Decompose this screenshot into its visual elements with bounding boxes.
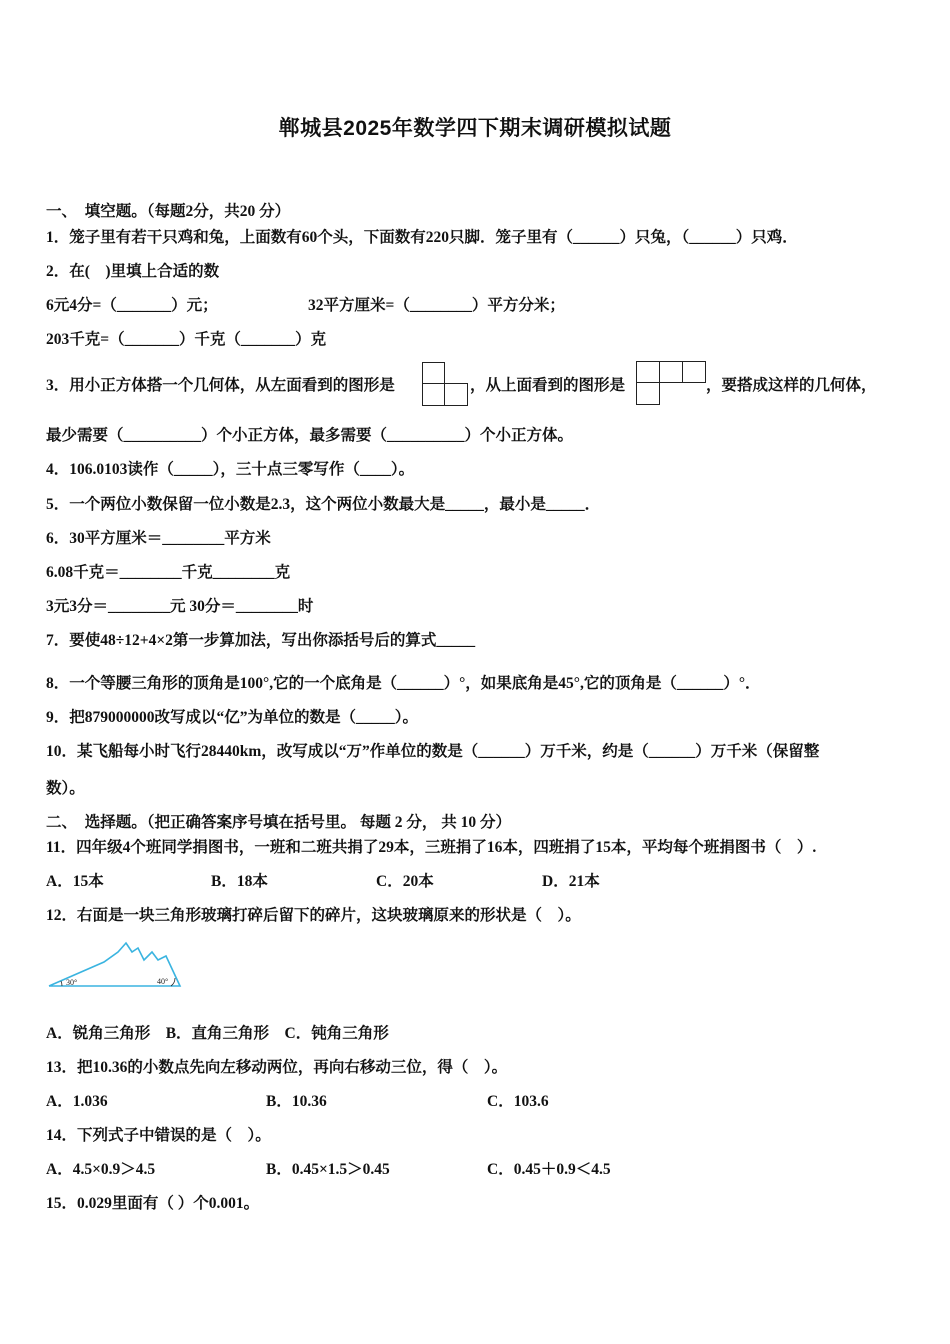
question-14: 14．下列式子中错误的是（ ）。 [46,1127,271,1144]
question-6b: 6.08千克＝________千克________克 [46,564,291,581]
q11-option-d: D．21本 [542,873,600,890]
q11-option-a: A．15本 [46,873,104,890]
q14-option-c: C．0.45＋0.9＜4.5 [487,1161,611,1178]
section-header-choice: 二、 选择题。（把正确答案序号填在括号里。 每题 2 分， 共 10 分） [46,814,512,831]
question-9: 9．把879000000改写成以“亿”为单位的数是（_____）。 [46,709,419,726]
top-view-figure [636,361,706,405]
question-3-part3: ，要搭成这样的几何体， [706,377,877,394]
left-view-cell [444,383,468,406]
top-view-cell [659,361,683,383]
q14-option-b: B．0.45×1.5＞0.45 [266,1161,390,1178]
question-7: 7．要使48÷12+4×2第一步算加法，写出你添括号后的算式_____ [46,632,476,649]
right-angle-label: 40° [157,977,169,986]
q13-option-a: A．1.036 [46,1093,108,1110]
q14-option-a: A．4.5×0.9＞4.5 [46,1161,156,1178]
question-6c: 3元3分＝________元 30分＝________时 [46,598,314,615]
question-13: 13．把10.36的小数点先向左移动两位，再向右移动三位，得（ ）。 [46,1059,508,1076]
question-5: 5．一个两位小数保留一位小数是2.3，这个两位小数最大是_____，最小是_____． [46,496,601,513]
question-10a: 10．某飞船每小时飞行28440km，改写成以“万”作单位的数是（______）万千米，约是（______）万千米（保留整 [46,743,820,760]
right-angle-arc [171,978,175,986]
left-view-cell [422,362,445,384]
q13-option-b: B．10.36 [266,1093,327,1110]
question-2b: 32平方厘米=（________）平方分米； [308,297,565,314]
question-3-part2: ，从上面看到的图形是 [470,377,626,394]
question-2c: 203千克=（_______）千克（_______）克 [46,331,327,348]
question-15: 15．0.029里面有（ ）个0.001。 [46,1195,260,1212]
left-view-figure [422,362,468,406]
question-3-part4: 最少需要（__________）个小正方体，最多需要（__________）个小正方体。 [46,427,574,444]
q12-options: A．锐角三角形 B．直角三角形 C．钝角三角形 [46,1025,389,1042]
top-view-cell [636,361,660,383]
top-view-cell [636,382,660,405]
question-11: 11．四年级4个班同学捐图书，一班和二班共捐了29本，三班捐了16本，四班捐了15本，平均每个班捐图书（ ）. [46,839,817,856]
left-angle-label: 30° [66,978,78,987]
q11-option-b: B．18本 [211,873,268,890]
question-1: 1．笼子里有若干只鸡和兔，上面数有60个头，下面数有220只脚．笼子里有（______）只兔，（______）只鸡． [46,229,798,246]
question-4: 4．106.0103读作（_____），三十点三零写作（____）。 [46,461,415,478]
q11-option-c: C．20本 [376,873,434,890]
question-2: 2．在( )里填上合适的数 [46,263,220,280]
left-view-cell [422,383,445,406]
top-view-cell [682,361,706,383]
question-6a: 6．30平方厘米＝________平方米 [46,530,271,547]
question-3-part1: 3．用小正方体搭一个几何体，从左面看到的图形是 [46,377,395,394]
q13-option-c: C．103.6 [487,1093,549,1110]
question-2a: 6元4分=（_______）元； [46,297,218,314]
question-12: 12．右面是一块三角形玻璃打碎后留下的碎片，这块玻璃原来的形状是（ ）。 [46,907,581,924]
page-title: 郸城县2025年数学四下期末调研模拟试题 [278,117,672,140]
question-10b: 数）。 [46,780,85,797]
section-header-fill-blank: 一、 填空题。（每题2分，共20 分） [46,203,291,220]
question-8: 8．一个等腰三角形的顶角是100°,它的一个底角是（______）°，如果底角是45°,它的顶角是（______）°． [46,675,761,692]
broken-glass-figure [46,938,186,990]
